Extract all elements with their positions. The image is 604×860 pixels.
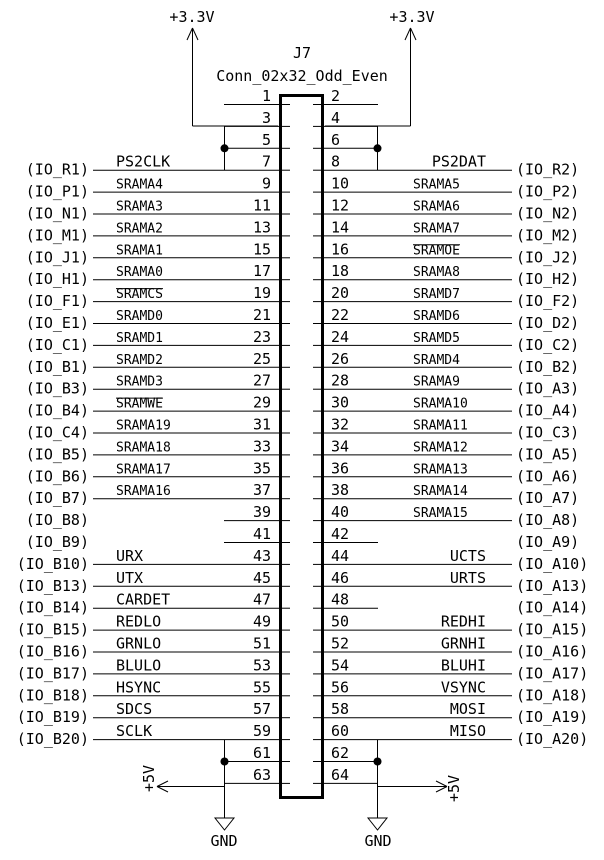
io-ref: (IO_B13) xyxy=(16,576,89,595)
pin-number: 23 xyxy=(252,327,271,346)
io-ref: (IO_F2) xyxy=(516,292,580,311)
pin-number: 14 xyxy=(331,218,350,237)
pin-number: 21 xyxy=(252,306,271,324)
connector-designator: J7 xyxy=(292,44,312,62)
pin-number: 42 xyxy=(331,525,350,543)
net-label: SRAMA16 xyxy=(116,484,171,500)
pin-number: 44 xyxy=(331,546,350,565)
io-ref: (IO_J2) xyxy=(516,248,580,267)
pin-number: 54 xyxy=(331,656,350,675)
net-label: SRAMA19 xyxy=(116,418,171,434)
io-ref: (IO_N1) xyxy=(25,204,89,223)
pin-number: 25 xyxy=(252,349,271,368)
net-label: HSYNC xyxy=(116,678,162,697)
net-label: SRAMA15 xyxy=(413,506,468,522)
net-label: SRAMD5 xyxy=(413,330,460,346)
pin-number: 5 xyxy=(261,130,271,149)
net-label: GRNHI xyxy=(440,634,486,653)
io-ref: (IO_A8) xyxy=(516,511,580,530)
io-ref: (IO_B2) xyxy=(516,357,580,376)
net-label: URTS xyxy=(449,568,486,587)
pin-number: 38 xyxy=(331,481,350,500)
io-ref: (IO_A3) xyxy=(516,379,580,398)
net-label: SRAMA6 xyxy=(413,199,460,215)
io-ref: (IO_A13) xyxy=(516,576,589,595)
io-ref: (IO_H1) xyxy=(25,270,89,289)
pin-number: 34 xyxy=(331,437,350,456)
io-ref: (IO_P2) xyxy=(516,182,580,201)
pin-number: 37 xyxy=(252,481,271,500)
pin-number: 50 xyxy=(331,612,350,631)
pin-number: 11 xyxy=(252,196,271,215)
pin-number: 28 xyxy=(331,371,350,390)
io-ref: (IO_A4) xyxy=(516,401,580,420)
net-label: SRAMA9 xyxy=(413,374,460,390)
pin-number: 53 xyxy=(252,656,271,675)
io-ref: (IO_A6) xyxy=(516,467,580,486)
pin-number: 2 xyxy=(331,87,341,105)
pin-number: 20 xyxy=(331,284,350,303)
gnd-left-label: GND xyxy=(210,832,238,850)
pin-number: 22 xyxy=(331,306,350,324)
io-ref: (IO_A14) xyxy=(516,598,589,617)
pin-number: 64 xyxy=(331,765,350,784)
io-ref: (IO_R2) xyxy=(516,160,580,179)
net-label: SRAMD7 xyxy=(413,287,460,303)
net-label: REDHI xyxy=(440,612,486,631)
io-ref: (IO_B10) xyxy=(16,554,89,573)
pin-number: 27 xyxy=(252,371,271,390)
junction-dot xyxy=(374,758,382,766)
pin-number: 47 xyxy=(252,590,271,609)
io-ref: (IO_J1) xyxy=(25,248,89,267)
net-label: MISO xyxy=(449,722,486,741)
io-ref: (IO_B5) xyxy=(25,445,89,464)
pin-number: 26 xyxy=(331,349,350,368)
net-label: SCLK xyxy=(116,722,153,741)
io-ref: (IO_C1) xyxy=(25,335,89,354)
io-ref: (IO_C3) xyxy=(516,423,580,442)
net-label: SRAMA1 xyxy=(116,243,163,259)
net-label: SRAMA3 xyxy=(116,199,163,215)
net-label: SRAMD1 xyxy=(116,330,163,346)
net-label: SRAMA5 xyxy=(413,177,460,193)
net-label: CARDET xyxy=(116,590,171,609)
pin-number: 63 xyxy=(252,765,271,784)
connector-value: Conn_02x32_Odd_Even xyxy=(216,67,388,85)
io-ref: (IO_B9) xyxy=(25,533,89,551)
pin-number: 24 xyxy=(331,327,350,346)
io-ref: (IO_B6) xyxy=(25,467,89,486)
io-ref: (IO_B18) xyxy=(16,686,89,705)
io-ref: (IO_B14) xyxy=(16,598,89,617)
io-ref: (IO_B3) xyxy=(25,379,89,398)
io-ref: (IO_F1) xyxy=(25,292,89,311)
net-label: SRAMA7 xyxy=(413,221,460,237)
pin-number: 36 xyxy=(331,459,350,478)
io-ref: (IO_B1) xyxy=(25,357,89,376)
pin-number: 29 xyxy=(252,393,271,412)
net-label: SRAMA8 xyxy=(413,265,460,281)
pin-number: 57 xyxy=(252,700,271,719)
net-label: SRAMOE xyxy=(413,243,460,259)
vcc-right-label: +3.3V xyxy=(389,8,435,26)
io-ref: (IO_D2) xyxy=(516,314,580,332)
net-label: MOSI xyxy=(449,700,486,719)
pin-number: 6 xyxy=(331,130,341,149)
net-label: BLUHI xyxy=(440,656,486,675)
pin-number: 3 xyxy=(261,108,271,127)
pin-number: 13 xyxy=(252,218,271,237)
junction-dot xyxy=(374,144,382,152)
io-ref: (IO_N2) xyxy=(516,204,580,223)
io-ref: (IO_A17) xyxy=(516,664,589,683)
pin-number: 35 xyxy=(252,459,271,478)
io-ref: (IO_A15) xyxy=(516,620,589,639)
net-label: UCTS xyxy=(449,546,486,565)
pin-number: 48 xyxy=(331,590,350,609)
connector-pins-and-nets xyxy=(17,87,589,784)
pin-number: 1 xyxy=(261,87,271,105)
io-ref: (IO_C2) xyxy=(516,335,580,354)
io-ref: (IO_A10) xyxy=(516,554,589,573)
net-label: UTX xyxy=(116,568,144,587)
net-label: SRAMA14 xyxy=(413,484,468,500)
pin-number: 30 xyxy=(331,393,350,412)
junction-dot xyxy=(221,758,229,766)
v5-left-label: +5V xyxy=(140,764,158,792)
net-label: SRAMA2 xyxy=(116,221,163,237)
pin-number: 41 xyxy=(252,525,271,543)
net-label: SRAMA13 xyxy=(413,462,468,478)
io-ref: (IO_B20) xyxy=(16,730,89,749)
net-label: SRAMA0 xyxy=(116,265,163,281)
pin-number: 31 xyxy=(252,415,271,434)
connector-body xyxy=(281,96,323,798)
v5-right-label: +5V xyxy=(445,774,463,802)
net-label: SRAMD0 xyxy=(116,309,163,324)
junction-dot xyxy=(221,144,229,152)
io-ref: (IO_C4) xyxy=(25,423,89,442)
pin-number: 16 xyxy=(331,240,350,259)
pin-number: 55 xyxy=(252,678,271,697)
pin-number: 17 xyxy=(252,262,271,281)
io-ref: (IO_B4) xyxy=(25,401,89,420)
io-ref: (IO_A20) xyxy=(516,730,589,749)
pin-number: 45 xyxy=(252,568,271,587)
io-ref: (IO_B17) xyxy=(16,664,89,683)
pin-number: 60 xyxy=(331,722,350,741)
pin-number: 43 xyxy=(252,546,271,565)
net-label: SRAMCS xyxy=(116,287,163,303)
net-label: SRAMA17 xyxy=(116,462,171,478)
net-label: PS2CLK xyxy=(116,152,171,171)
io-ref: (IO_P1) xyxy=(25,182,89,201)
io-ref: (IO_M2) xyxy=(516,226,580,245)
pin-number: 18 xyxy=(331,262,350,281)
pin-number: 33 xyxy=(252,437,271,456)
net-label: SRAMA10 xyxy=(413,396,468,412)
net-label: SRAMD6 xyxy=(413,309,460,324)
net-label: SRAMD4 xyxy=(413,352,460,368)
pin-number: 58 xyxy=(331,700,350,719)
io-ref: (IO_A19) xyxy=(516,708,589,727)
pin-number: 62 xyxy=(331,744,350,762)
gnd-right-label: GND xyxy=(364,832,392,850)
net-label: REDLO xyxy=(116,612,162,631)
pin-number: 51 xyxy=(252,634,271,653)
net-label: SRAMA18 xyxy=(116,440,171,456)
net-label: SDCS xyxy=(116,700,153,719)
net-label: PS2DAT xyxy=(431,152,486,171)
pin-number: 61 xyxy=(252,744,271,762)
pin-number: 32 xyxy=(331,415,350,434)
pin-number: 7 xyxy=(261,152,271,171)
net-label: SRAMD2 xyxy=(116,352,163,368)
pin-number: 46 xyxy=(331,568,350,587)
io-ref: (IO_B7) xyxy=(25,489,89,508)
io-ref: (IO_B15) xyxy=(16,620,89,639)
pin-number: 40 xyxy=(331,503,350,522)
pin-number: 9 xyxy=(261,174,271,193)
pin-number: 52 xyxy=(331,634,350,653)
pin-number: 10 xyxy=(331,174,350,193)
io-ref: (IO_A18) xyxy=(516,686,589,705)
pin-number: 8 xyxy=(331,152,341,171)
vcc-left-label: +3.3V xyxy=(169,8,215,26)
net-label: BLULO xyxy=(116,656,162,675)
net-label: SRAMD3 xyxy=(116,374,163,390)
io-ref: (IO_B16) xyxy=(16,642,89,661)
v5-right-symbol xyxy=(378,781,447,792)
io-ref: (IO_H2) xyxy=(516,270,580,289)
io-ref: (IO_A5) xyxy=(516,445,580,464)
io-ref: (IO_R1) xyxy=(25,160,89,179)
net-label: URX xyxy=(116,546,144,565)
pin-number: 39 xyxy=(252,503,271,522)
pin-number: 15 xyxy=(252,240,271,259)
pin-number: 4 xyxy=(331,108,341,127)
io-ref: (IO_B19) xyxy=(16,708,89,727)
io-ref: (IO_B8) xyxy=(25,511,89,530)
io-ref: (IO_M1) xyxy=(25,226,89,245)
pin-number: 49 xyxy=(252,612,271,631)
net-label: SRAMA11 xyxy=(413,418,468,434)
pin-number: 12 xyxy=(331,196,350,215)
pin-number: 56 xyxy=(331,678,350,697)
v5-left-symbol xyxy=(157,781,224,792)
io-ref: (IO_A16) xyxy=(516,642,589,661)
net-label: GRNLO xyxy=(116,634,162,653)
net-label: SRAMWE xyxy=(116,396,163,412)
pin-number: 19 xyxy=(252,284,271,303)
net-label: VSYNC xyxy=(440,678,486,697)
pin-number: 59 xyxy=(252,722,271,741)
net-label: SRAMA4 xyxy=(116,177,163,193)
io-ref: (IO_A9) xyxy=(516,533,580,551)
io-ref: (IO_A7) xyxy=(516,489,580,508)
net-label: SRAMA12 xyxy=(413,440,468,456)
io-ref: (IO_E1) xyxy=(25,314,89,332)
